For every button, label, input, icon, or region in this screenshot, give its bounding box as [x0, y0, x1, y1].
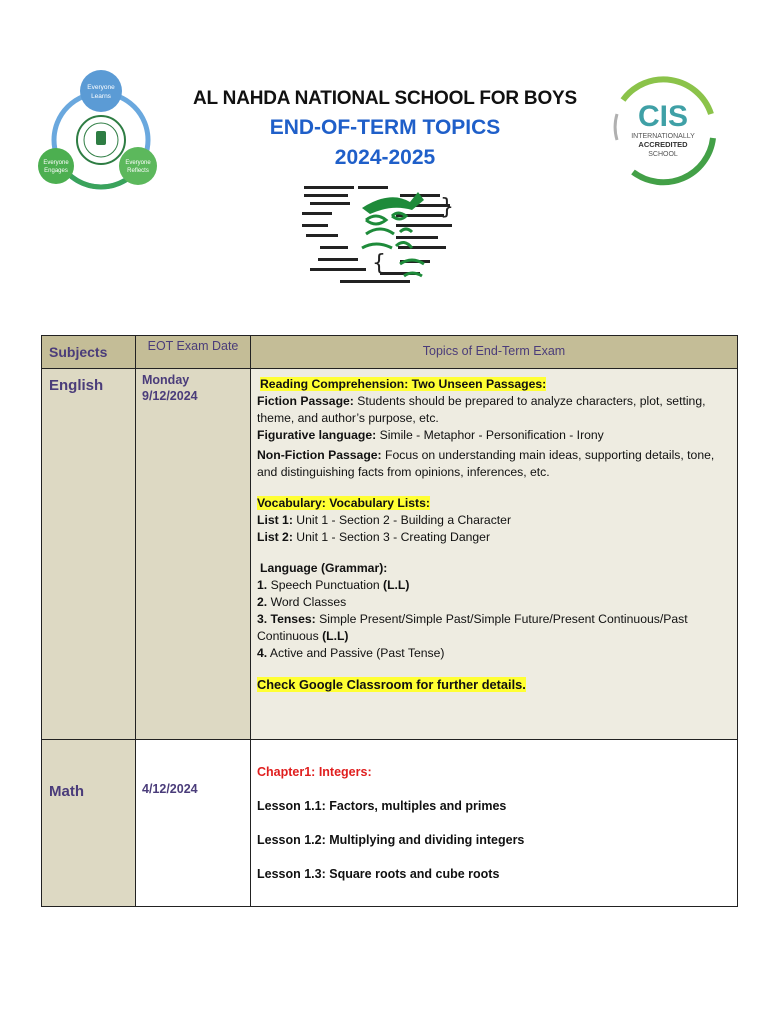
fiction-label: Fiction Passage:	[257, 394, 354, 408]
top-circle-label-1: Everyone	[87, 84, 115, 91]
header-exam-date: EOT Exam Date	[136, 336, 251, 369]
list2-text: Unit 1 - Section 3 - Creating Danger	[296, 530, 491, 544]
math-lesson-2: Lesson 1.2: Multiplying and dividing integers	[257, 833, 525, 847]
table-header-row	[42, 336, 738, 369]
page-header	[0, 0, 768, 300]
g1-num: 1.	[257, 578, 268, 592]
right-circle-label-2: Reflects	[127, 168, 149, 174]
left-circle-label-2: Engages	[44, 168, 68, 174]
exam-date-english	[136, 369, 251, 740]
svg-text:{: {	[372, 251, 386, 276]
nonfiction-text: Focus on understanding main ideas, supporting details, tone, and distinguishing facts from opinions, inferences, etc.	[257, 448, 715, 479]
school-name: AL NAHDA NATIONAL SCHOOL FOR BOYS	[193, 88, 577, 109]
figurative-language	[257, 427, 731, 444]
figurative-label: Figurative language:	[257, 428, 377, 442]
right-circle-label-1: Everyone	[125, 160, 151, 166]
fiction-passage	[257, 393, 731, 427]
g1-text: Speech Punctuation	[270, 578, 380, 592]
g1-tag: (L.L)	[383, 578, 410, 592]
g4-text: Active and Passive (Past Tense)	[269, 646, 445, 660]
grammar-item-1	[257, 577, 731, 594]
nonfiction-label: Non-Fiction Passage:	[257, 448, 382, 462]
header-topics: Topics of End-Term Exam	[251, 336, 738, 369]
top-circle-label-2: Learns	[91, 93, 111, 100]
g2-num: 2.	[257, 595, 268, 609]
google-classroom-note: Check Google Classroom for further details.	[257, 677, 526, 692]
table-row-math	[42, 740, 738, 907]
exam-date-math: 4/12/2024	[136, 740, 251, 907]
vocab-heading: Vocabulary: Vocabulary Lists:	[257, 496, 430, 510]
title-block	[170, 88, 600, 170]
reading-heading: Reading Comprehension: Two Unseen Passages:	[260, 377, 547, 391]
grammar-item-2	[257, 594, 731, 611]
subject-math: Math	[42, 740, 136, 907]
list2-label: List 2:	[257, 530, 293, 544]
table-row-english	[42, 369, 738, 740]
svg-text:}: }	[440, 195, 454, 220]
g2-text: Word Classes	[270, 595, 347, 609]
cis-line-1: INTERNATIONALLY	[631, 133, 695, 140]
topics-math	[251, 740, 738, 907]
vocab-list-1	[257, 512, 731, 529]
nonfiction-passage	[257, 447, 731, 481]
calligraphy-art-image	[300, 180, 470, 288]
grammar-item-3	[257, 611, 731, 645]
cis-letters: CIS	[637, 100, 689, 133]
math-lesson-3: Lesson 1.3: Square roots and cube roots	[257, 867, 500, 881]
cis-accreditation-logo	[603, 68, 721, 188]
topics-english	[251, 369, 738, 740]
topics-table	[41, 335, 738, 907]
exam-date-value: 9/12/2024	[142, 389, 198, 403]
exam-date-day: Monday	[142, 373, 190, 387]
g4-num: 4.	[257, 646, 268, 660]
fiction-text: Students should be prepared to analyze characters, plot, setting, theme, and author’s purpose, etc.	[257, 394, 706, 425]
grammar-item-4	[257, 645, 731, 662]
school-values-logo	[38, 68, 164, 198]
list1-text: Unit 1 - Section 2 - Building a Character	[296, 513, 512, 527]
math-lesson-1: Lesson 1.1: Factors, multiples and primes	[257, 799, 507, 813]
g3-tag: (L.L)	[322, 629, 349, 643]
header-subjects: Subjects	[42, 336, 136, 369]
math-chapter: Chapter1: Integers:	[257, 765, 372, 779]
subject-english: English	[42, 369, 136, 740]
grammar-heading: Language (Grammar):	[260, 561, 388, 575]
g3-text: Simple Present/Simple Past/Simple Future/Present Continuous/Past Continuous	[257, 612, 688, 643]
list1-label: List 1:	[257, 513, 293, 527]
cis-line-2: ACCREDITED	[638, 140, 688, 149]
eot-title: END-OF-TERM TOPICS	[269, 116, 501, 139]
figurative-text: Simile - Metaphor - Personification - Irony	[379, 428, 604, 442]
g3-label: 3. Tenses:	[257, 612, 316, 626]
cis-line-3: SCHOOL	[648, 151, 678, 158]
left-circle-label-1: Everyone	[43, 160, 69, 166]
academic-year: 2024-2025	[334, 146, 436, 169]
vocab-list-2	[257, 529, 731, 546]
